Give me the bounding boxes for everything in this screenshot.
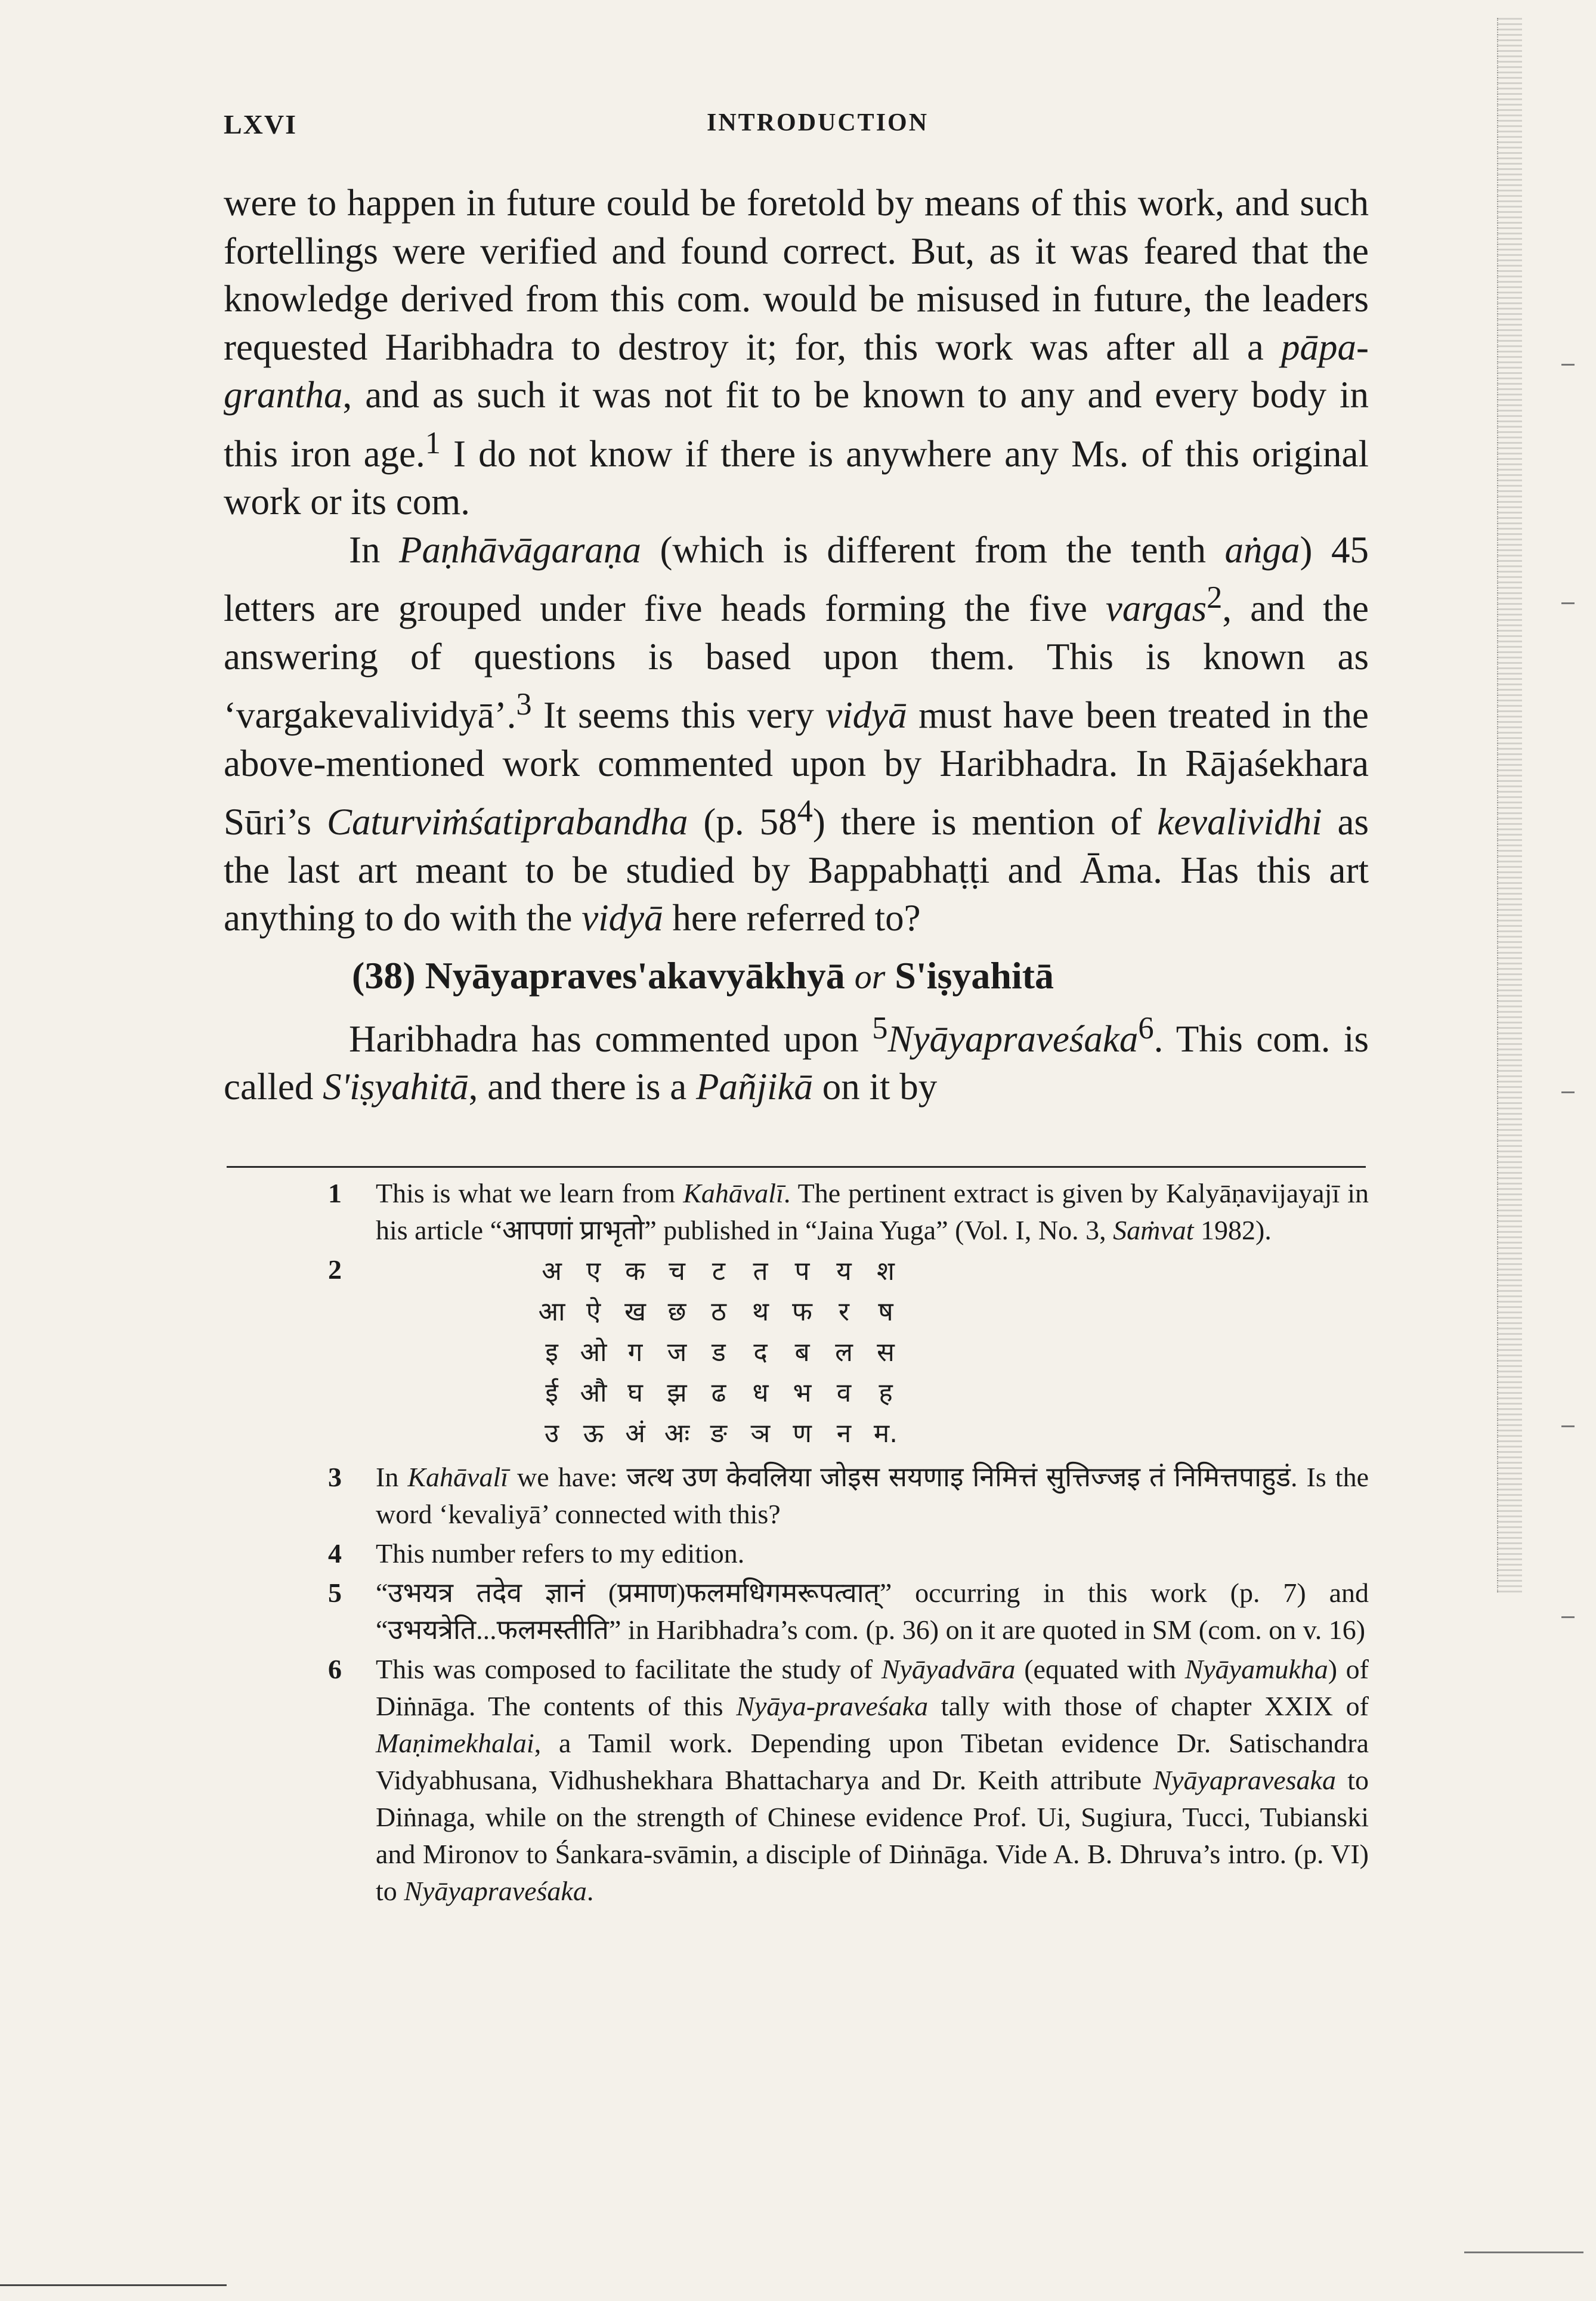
varga-letter: व [836, 1378, 852, 1408]
footnote-ref: 5 [872, 1010, 888, 1046]
margin-tick [1561, 602, 1575, 604]
paragraph-1: were to happen in future could be foretold by means of this work, and such fortellings were verified and found correct. But, as it was feared that the knowledge derived from this com. would be misused in future, the leaders requested Haribhadra to destroy it; for, this work was after all a pāpa-grantha, and as such it was not fit to be known to any and every body in this iron age.$^1$ I do not know if there is anywhere any Ms. of this original work or its com. [224, 182, 1369, 522]
varga-letter: त [753, 1256, 768, 1286]
varga-letter: ल [835, 1337, 853, 1368]
varga-letter: घ [627, 1378, 643, 1408]
varga-letter: ह [879, 1378, 893, 1408]
varga-letter: ङ [710, 1418, 728, 1449]
varga-letter: न [836, 1418, 852, 1449]
varga-letter: अः [664, 1418, 690, 1449]
varga-letter: ढ [711, 1378, 726, 1408]
paragraph-3: Haribhadra has commented upon $^5$Nyāyapraveśaka$^6$. This com. is called S'iṣyahitā, and there is a Pañjikā on it by [224, 1010, 1369, 1108]
footnote-separator [227, 1166, 1366, 1168]
varga-table [376, 1251, 1369, 1454]
margin-tick [1561, 1616, 1575, 1618]
varga-row [531, 1292, 1369, 1332]
footnote-ref: 3 [516, 687, 532, 722]
varga-letter: औ [580, 1378, 607, 1408]
varga-letter: च [669, 1256, 685, 1286]
varga-row [531, 1414, 1369, 1454]
varga-letter: ध [752, 1378, 769, 1408]
varga-letter: ष [878, 1297, 893, 1327]
varga-letter: आ [538, 1297, 565, 1327]
varga-letter: ठ [711, 1297, 726, 1327]
varga-row [531, 1373, 1369, 1414]
footnote-4: 4 This number refers to my edition. [328, 1538, 745, 1569]
varga-letter: य [836, 1256, 852, 1286]
footnote-3: 3 In Kahāvalī we have: जत्थ उण केवलिया जोइस सयणाइ निमित्तं सुत्तिज्जइ तं निमित्तपाहुडं. Is the word ‘kevaliyā’ connected with this? [328, 1462, 1369, 1529]
footnote-ref: 1 [425, 425, 441, 460]
varga-letter: ऊ [583, 1418, 604, 1449]
varga-letter: ड [712, 1337, 726, 1368]
varga-letter: भ [793, 1378, 812, 1408]
varga-letter: ए [586, 1256, 601, 1286]
footnote-2: 2 अ ए क च ट त प य श आ ऐ ख छ ठ थ फ र ष इ ओ ग ज ड द ब ल स ई औ घ झ ढ ध भ व ह उ ऊ अं अः ङ ञ ण न म. [316, 1251, 1369, 1454]
page-header [224, 109, 1381, 150]
varga-letter: स [877, 1337, 895, 1368]
varga-letter: प [794, 1256, 810, 1286]
varga-row [531, 1332, 1369, 1373]
footnote-1: 1 This is what we learn from Kahāvalī. The pertinent extract is given by Kalyāṇavijayajī in his article “आपणां प्राभृतो” published in “Jaina Yuga” (Vol. I, No. 3, Saṁvat 1982). [328, 1178, 1369, 1245]
body-text [224, 179, 1369, 1111]
varga-letter: ऐ [586, 1297, 601, 1327]
margin-tick [1561, 364, 1575, 366]
footnotes [316, 1175, 1369, 1912]
footnote-ref: 4 [797, 794, 813, 828]
scan-edge-artifact [1497, 18, 1522, 1592]
footnote-6: 6 This was composed to facilitate the study of Nyāyadvāra (equated with Nyāyamukha) of Diṅnāga. The contents of this Nyāya-praveśaka tally with those of chapter XXIX of Maṇimekhalai, a Tamil work. Depending upon Tibetan evidence Dr. Satischandra Vidyabhusana, Vidhushekhara Bhattacharya and Dr. Keith attribute Nyāyapravesaka to Diṅnaga, while on the strength of Chinese evidence Prof. Ui, Sugiura, Tucci, Tubianski and Mironov to Śankara-svāmin, a disciple of Diṅnāga. Vide A. B. Dhruva’s intro. (p. VI) to Nyāyapraveśaka. [328, 1654, 1369, 1906]
varga-letter: ख [624, 1297, 646, 1327]
varga-letter: ई [545, 1378, 558, 1408]
varga-letter: श [877, 1256, 895, 1286]
footnote-ref: 2 [1207, 580, 1223, 615]
varga-letter: झ [667, 1378, 687, 1408]
footnote-ref: 6 [1138, 1010, 1154, 1046]
margin-tick [1561, 1091, 1575, 1093]
footnote-5: 5 “उभयत्र तदेव ज्ञानं (प्रमाण)फलमधिगमरूपत्वात्” occurring in this work (p. 7) and “उभयत्रेति...फलमस्तीति” in Haribhadra’s com. (p. 36) on it are quoted in SM (com. on v. 16) [328, 1578, 1369, 1645]
varga-letter: ब [794, 1337, 810, 1368]
varga-letter: इ [545, 1337, 558, 1368]
margin-tick [1561, 1425, 1575, 1427]
varga-letter: क [625, 1256, 645, 1286]
section-heading: (38) Nyāyapraves'akavyākhyā or S'iṣyahitā [352, 954, 1054, 997]
varga-letter: फ [792, 1297, 812, 1327]
varga-letter: उ [544, 1418, 559, 1449]
varga-letter: छ [667, 1297, 686, 1327]
varga-letter: ग [627, 1337, 643, 1368]
varga-letter: ओ [580, 1337, 607, 1368]
varga-letter: थ [751, 1297, 769, 1327]
scan-bottom-line [0, 2284, 227, 2286]
varga-letter: ज [667, 1337, 687, 1368]
varga-row [531, 1251, 1369, 1292]
varga-letter: र [839, 1297, 849, 1327]
varga-letter: ट [712, 1256, 726, 1286]
varga-letter: अ [542, 1256, 562, 1286]
varga-letter: अं [625, 1418, 645, 1449]
varga-letter: ण [793, 1418, 812, 1449]
varga-letter: द [753, 1337, 768, 1368]
paragraph-2: In Paṇhāvāgaraṇa (which is different from the tenth aṅga) 45 letters are grouped under five heads forming the five vargas$^2$, and the answering of questions is based upon them. This is known as ‘vargakevalividyā’.$^3$ It seems this very vidyā must have been treated in the above-mentioned work commented upon by Haribhadra. In Rājaśekhara Sūri’s Caturviṁśatiprabandha (p. $58^4$) there is mention of kevalividhi as the last art meant to be studied by Bappabhaṭṭi and Āma. Has this art anything to do with the vidyā here referred to? [224, 528, 1369, 939]
varga-letter: ञ [750, 1418, 771, 1449]
scan-bottom-line [1464, 2251, 1583, 2253]
varga-letter: म. [873, 1418, 898, 1449]
folio-number: LXVI [224, 109, 298, 140]
running-head: INTRODUCTION [707, 109, 929, 137]
